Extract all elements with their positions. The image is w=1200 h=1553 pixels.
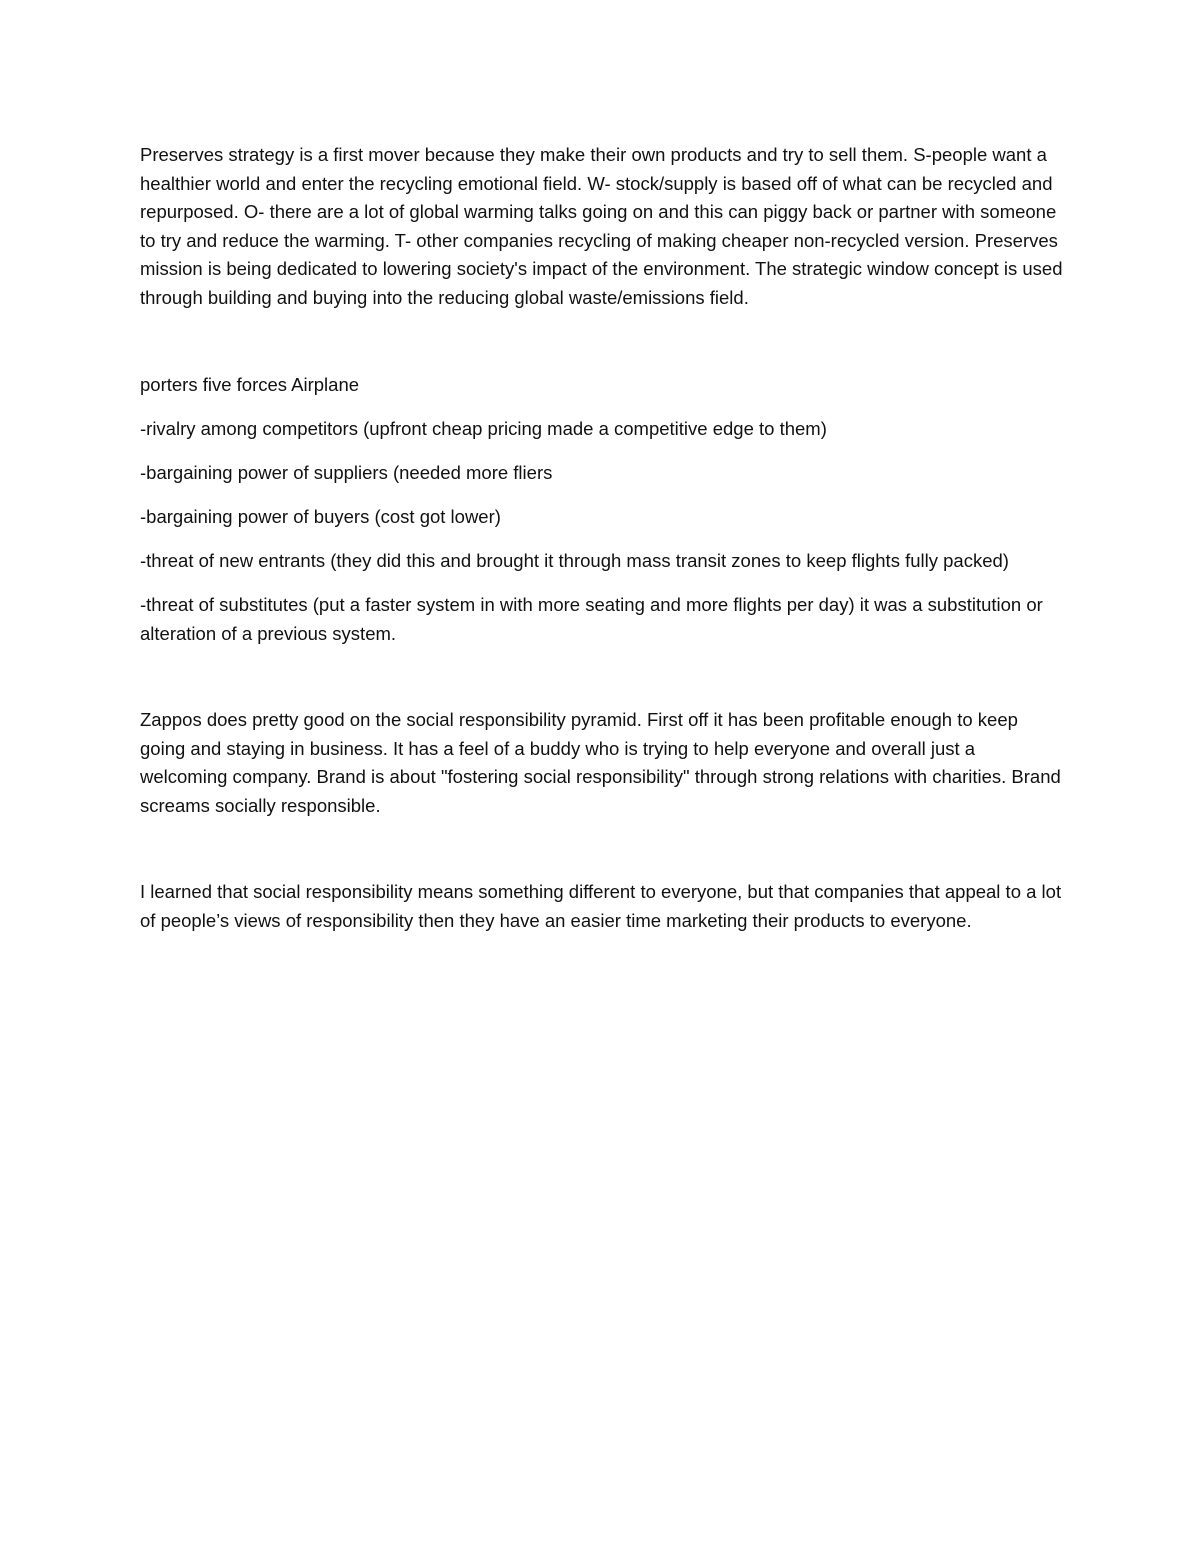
porters-item-suppliers: -bargaining power of suppliers (needed more fliers xyxy=(140,462,553,483)
porters-item-rivalry: -rivalry among competitors (upfront cheap pricing made a competitive edge to them) xyxy=(140,418,827,439)
porters-five-forces-heading: porters five forces Airplane xyxy=(140,374,360,395)
paragraph-preserves-strategy: Preserves strategy is a first mover because they make their own products and try to sell them. S-people want a healthier world and enter the recycling emotional field. W- stock/supply is based off of what can be recycled and repurposed. O- there are a lot of global warming talks going on and this can piggy back or partner with someone to try and reduce the warming. T- other companies recycling of making cheaper non-recycled version. Preserves mission is being dedicated to lowering society's impact of the environment. The strategic window concept is used through building and buying into the reducing global waste/emissions field. xyxy=(140,144,1063,308)
porters-item-new-entrants: -threat of new entrants (they did this and brought it through mass transit zones to keep flights fully packed) xyxy=(140,550,1009,571)
document-body xyxy=(140,141,1065,935)
porters-item-buyers: -bargaining power of buyers (cost got lower) xyxy=(140,506,501,527)
paragraph-zappos: Zappos does pretty good on the social responsibility pyramid. First off it has been profitable enough to keep going and staying in business. It has a feel of a buddy who is trying to help everyone and overall just a welcoming company. Brand is about "fostering social responsibility" through strong relations with charities. Brand screams socially responsible. xyxy=(140,709,1061,816)
paragraph-learned: I learned that social responsibility means something different to everyone, but that companies that appeal to a lot of people’s views of responsibility then they have an easier time marketing their products to everyone. xyxy=(140,881,1062,931)
porters-item-substitutes: -threat of substitutes (put a faster system in with more seating and more flights per day) it was a substitution or alteration of a previous system. xyxy=(140,594,1043,644)
